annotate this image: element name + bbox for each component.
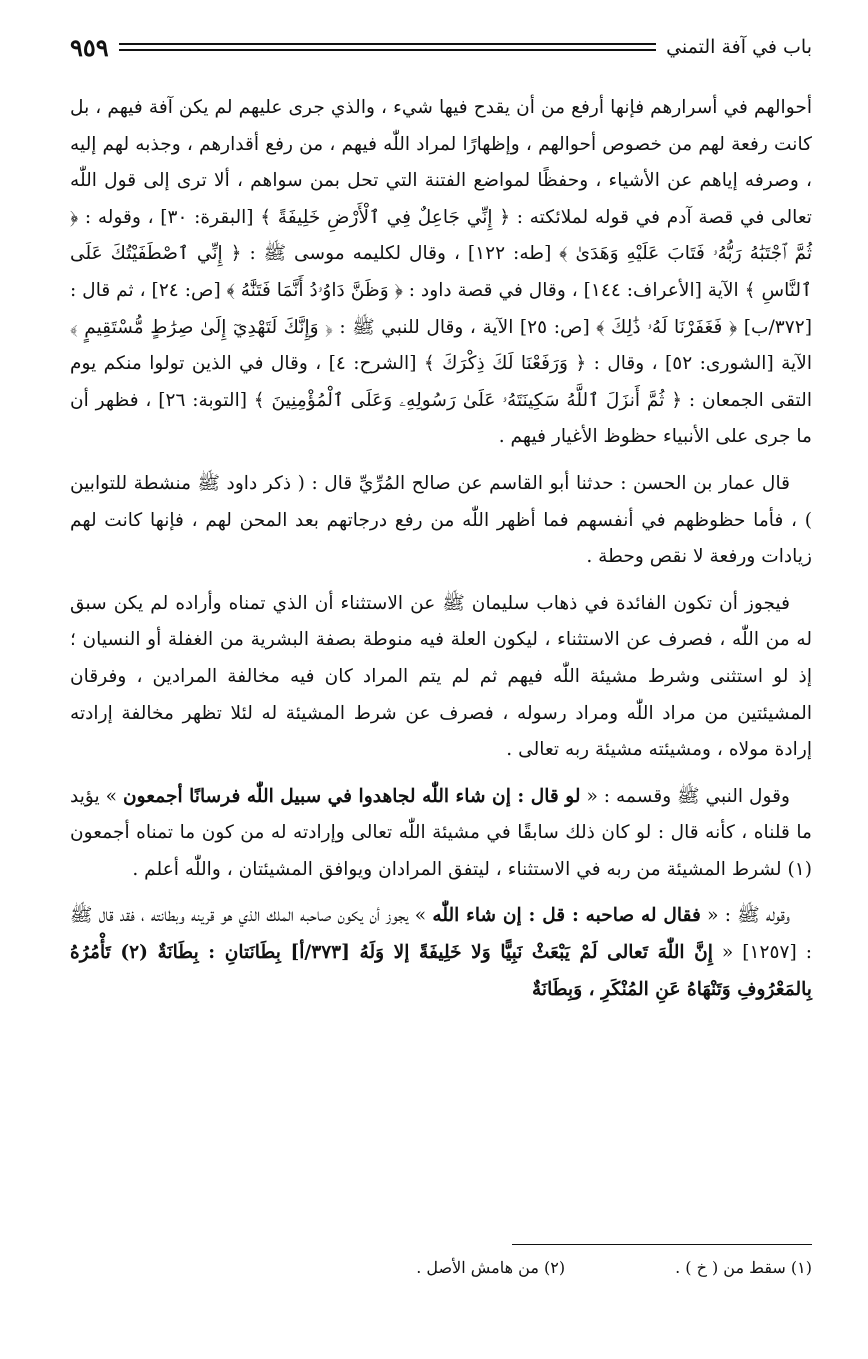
page-header xyxy=(70,30,812,64)
text-segment: فيجوز أن تكون الفائدة في ذهاب سليمان ﷺ عن الاستثناء أن الذي تمناه وأراده لم يكن سبق له من اللّٰه ، فصرف عن الاستثناء ، ليكون العلة فيه منوطة بصفة البشرية من الغفلة أو النسيان ؛ إذ لو استثنى وشرط مشيئة اللّٰه فيهم ثم لم يتم المراد كان فيه مخالفة المرادين ، وفرقان المشيئتين من مراد اللّٰه ومراد رسوله ، فصرف عن شرط المشيئة له لئلا تظهر مخالفة إرادته إرادة مولاه ، ومشيئته مشيئة ربه تعالى . xyxy=(70,592,812,761)
text-segment: أحوالهم في أسرارهم فإنها أرفع من أن يقدح فيها شيء ، والذي جرى عليهم لم يكن آفة فيهم ، بل كانت رفعة لهم من خصوص أحوالهم ، وإظهارًا لمراد اللّٰه فيهم ، من رفع أقدارهم ، وجذبه لهم إليه ، وصرفه إياهم عن الأشياء ، وحفظًا لمواضع الفتنة التي تحل بمن سواهم ، ألا ترى إلى قول اللّٰه تعالى في قصة آدم في قوله لملائكته : ﴿ إِنِّي جَاعِلٌ فِي ٱلْأَرْضِ خَلِيفَةً ﴾ [البقرة: ٣٠] ، وقوله : ﴿ ثُمَّ ٱجْتَبَٰهُ رَبُّهُۥ فَتَابَ عَلَيْهِ وَهَدَىٰ ﴾ [طه: ١٢٢] ، وقال لكليمه موسى ﷺ : ﴿ إِنِّي ٱصْطَفَيْتُكَ عَلَى ٱلنَّاسِ ﴾ الآية [الأعراف: ١٤٤] ، وقال في قصة داود : ﴿ وَظَنَّ دَاوُۥدُ أَنَّمَا فَتَنَّٰهُ ﴾ [ص: ٢٤] ، ثم قال : [٣٧٢/ب] ﴿ فَغَفَرْنَا لَهُۥ ذَٰلِكَ ﴾ [ص: ٢٥] الآية ، وقال للنبي ﷺ : ﴿ وَإِنَّكَ لَتَهْدِيٓ إِلَىٰ صِرَٰطٍ مُّسْتَقِيمٍ ﴾ الآية [الشورى: ٥٢] ، وقال : ﴿ وَرَفَعْنَا لَكَ ذِكْرَكَ ﴾ [الشرح: ٤] ، وقال في الذين تولوا منكم يوم التقى الجمعان : ﴿ ثُمَّ أَنزَلَ ٱللَّهُ سَكِينَتَهُۥ عَلَىٰ رَسُولِهِۦ وَعَلَى ٱلْمُؤْمِنِينَ ﴾ [التوبة: ٢٦] ، فظهر أن ما جرى على الأنبياء حظوظ الأغيار فيهم . xyxy=(70,97,812,448)
text-segment: قال عمار بن الحسن : حدثنا أبو القاسم عن صالح المُرِّيِّ قال : ( ذكر داود ﷺ منشطة للتوابين ) ، فأما حظوظهم في أنفسهم فما أظهر اللّٰه من رفع درجاتهم بعد المحن لهم ، فإنها كانت لهم زيادات ورفعة لا نقص وحطة . xyxy=(70,472,812,568)
hadith-quote: فقال له صاحبه : قل : إن شاء اللّٰه xyxy=(432,905,701,927)
hadith-quote: لو قال : إن شاء اللّٰه لجاهدوا في سبيل اللّٰه فرسانًا أجمعون xyxy=(122,785,581,807)
paragraph-p2 xyxy=(70,466,812,576)
footnote-rule xyxy=(512,1244,812,1245)
text-segment: » يجوز أن يكون صاحبه الملك الذي هو قرينه وبطانته ، فقد قال ﷺ : [١٢٥٧] « xyxy=(70,905,813,964)
paragraph-p3 xyxy=(70,586,812,769)
page-body xyxy=(70,90,812,1018)
book-page xyxy=(70,30,812,1330)
text-segment: وقول النبي ﷺ وقسمه : « xyxy=(580,785,790,807)
paragraph-p5 xyxy=(70,898,812,1008)
footnote-1: (١) سقط من ( خ ) . xyxy=(675,1258,812,1277)
page-number: ٩٥٩ xyxy=(70,32,109,62)
footnotes xyxy=(70,1258,812,1277)
header-rule xyxy=(119,43,656,51)
paragraph-p4 xyxy=(70,779,812,889)
running-title: باب في آفة التمني xyxy=(666,36,812,58)
footnote-2: (٢) من هامش الأصل . xyxy=(416,1258,566,1277)
paragraph-p1 xyxy=(70,90,812,456)
hadith-quote: إِنَّ اللّٰهَ تَعالى لَمْ يَبْعَثْ نَبِيًّا وَلا خَلِيفَةً إلا وَلَهُ [٣٧٣/أ] بِطَانَتانِ : بِطَانَةٌ (٢) تَأْمُرُهُ بِالمَعْرُوفِ وَتَنْهَاهُ عَنِ المُنْكَرِ ، وَبِطَانَةٌ xyxy=(70,942,812,1000)
text-segment: » يؤيد ما قلناه ، كأنه قال : لو كان ذلك سابقًا في مشيئة اللّٰه تعالى وإرادته له من كون ما تمناه أجمعون (١) لشرط المشيئة من ربه في الاستثناء ، ليتفق المرادان ويوافق المشيئتان ، واللّٰه أعلم . xyxy=(70,785,812,880)
text-segment: وقوله ﷺ : « xyxy=(700,905,790,927)
